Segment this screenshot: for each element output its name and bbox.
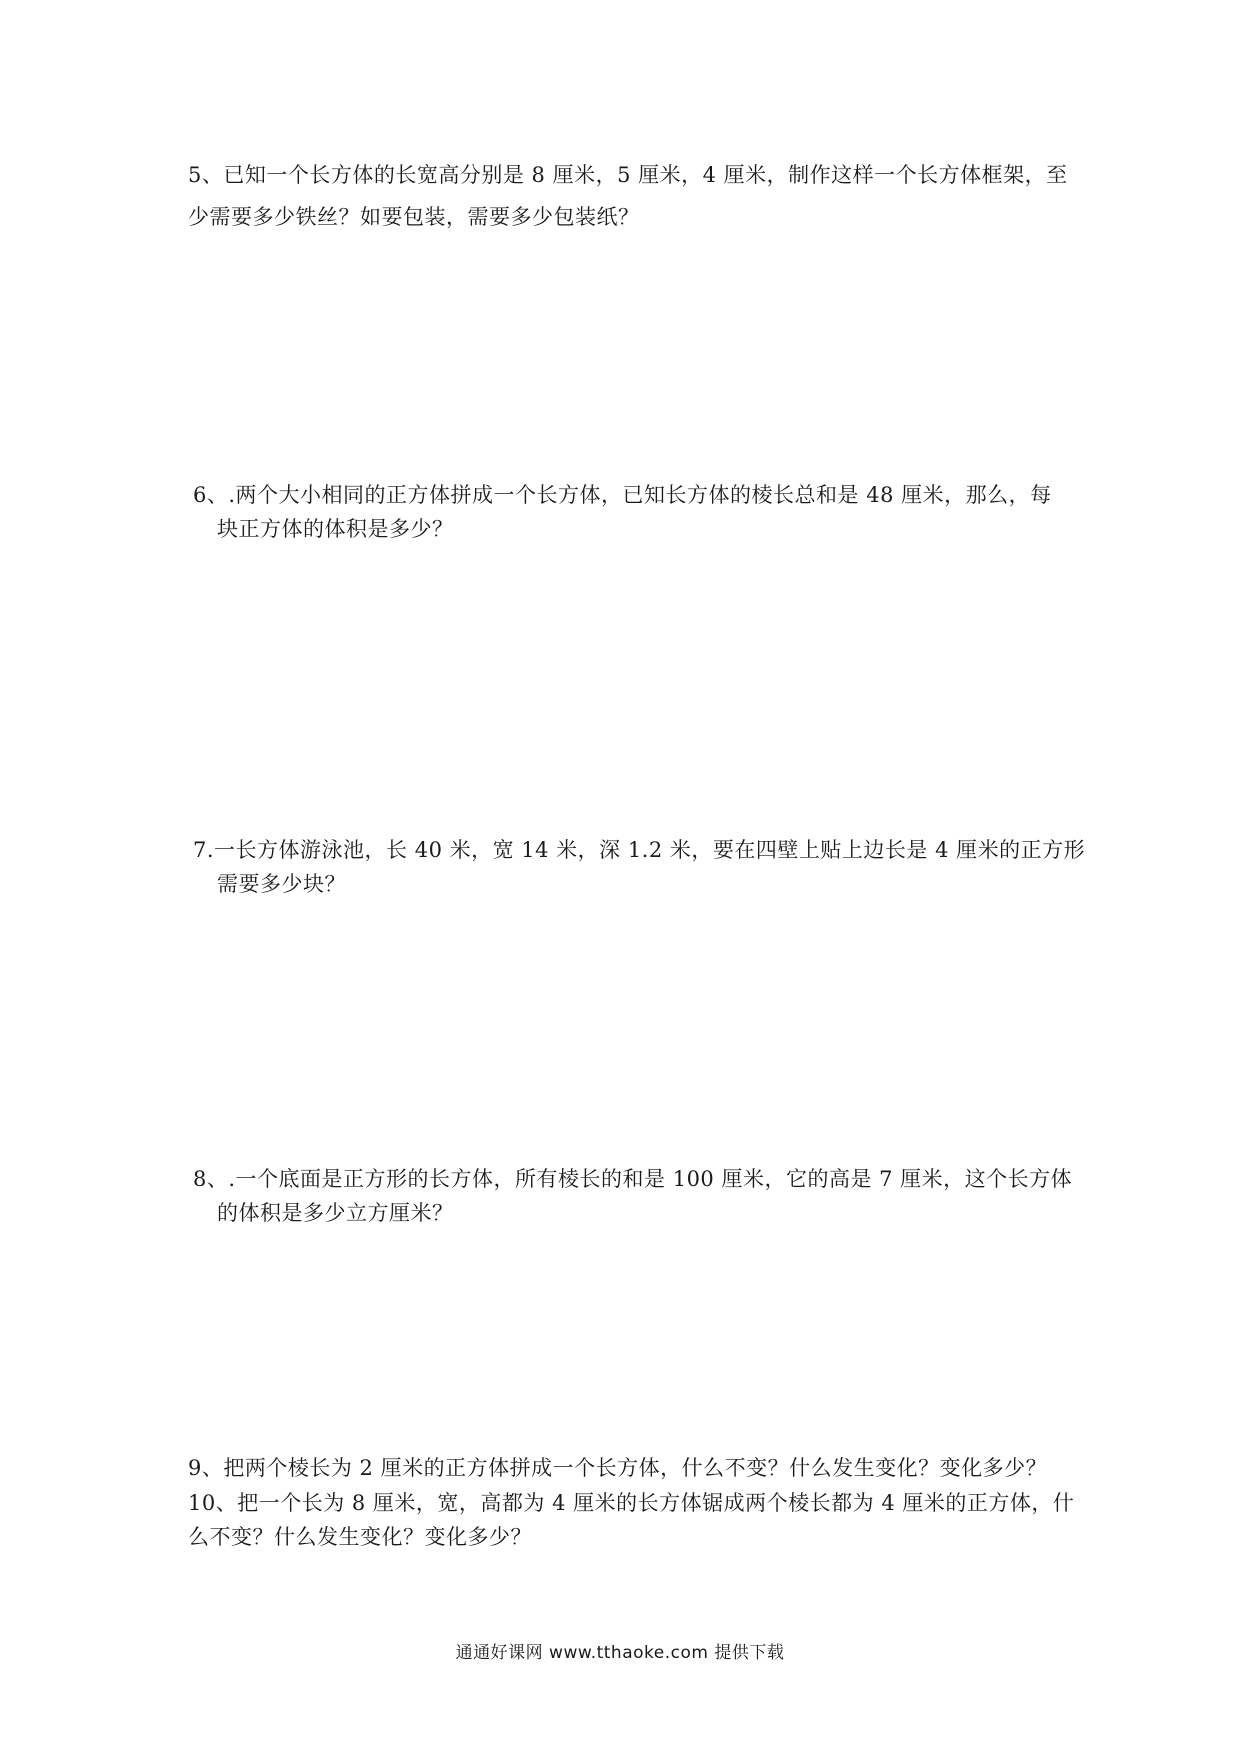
question-6 xyxy=(193,482,1052,543)
question-7-line-1: 7.一长方体游泳池，长 40 米，宽 14 米，深 1.2 米，要在四壁上贴上边长是 4 厘米的正方形 xyxy=(193,838,1086,862)
question-10-line-2: 么不变？什么发生变化？变化多少？ xyxy=(188,1525,532,1550)
page-footer: 通通好课网 www.tthaoke.com 提供下载 xyxy=(455,1643,785,1663)
question-5-line-1: 5、已知一个长方体的长宽高分别是 8 厘米，5 厘米，4 厘米，制作这样一个长方体框架，至 xyxy=(188,163,1068,187)
question-5 xyxy=(188,162,1068,231)
question-8-line-1: 8、.一个底面是正方形的长方体，所有棱长的和是 100 厘米，它的高是 7 厘米，这个长方体 xyxy=(193,1167,1073,1191)
question-10-line-1: 10、把一个长为 8 厘米，宽，高都为 4 厘米的长方体锯成两个棱长都为 4 厘米的正方体，什 xyxy=(188,1491,1075,1515)
question-6-line-1: 6、.两个大小相同的正方体拼成一个长方体，已知长方体的棱长总和是 48 厘米，那么，每 xyxy=(193,483,1052,507)
question-9 xyxy=(188,1455,1047,1481)
question-10 xyxy=(188,1490,1074,1551)
question-7 xyxy=(193,837,1085,898)
question-7-line-2: 需要多少块？ xyxy=(217,872,346,897)
question-6-line-2: 块正方体的体积是多少？ xyxy=(217,517,454,542)
question-5-line-2: 少需要多少铁丝？如要包装，需要多少包装纸？ xyxy=(188,205,640,230)
question-8 xyxy=(193,1166,1072,1227)
question-8-line-2: 的体积是多少立方厘米？ xyxy=(217,1201,454,1226)
question-9-line-1: 9、把两个棱长为 2 厘米的正方体拼成一个长方体，什么不变？什么发生变化？变化多少？ xyxy=(188,1456,1048,1480)
